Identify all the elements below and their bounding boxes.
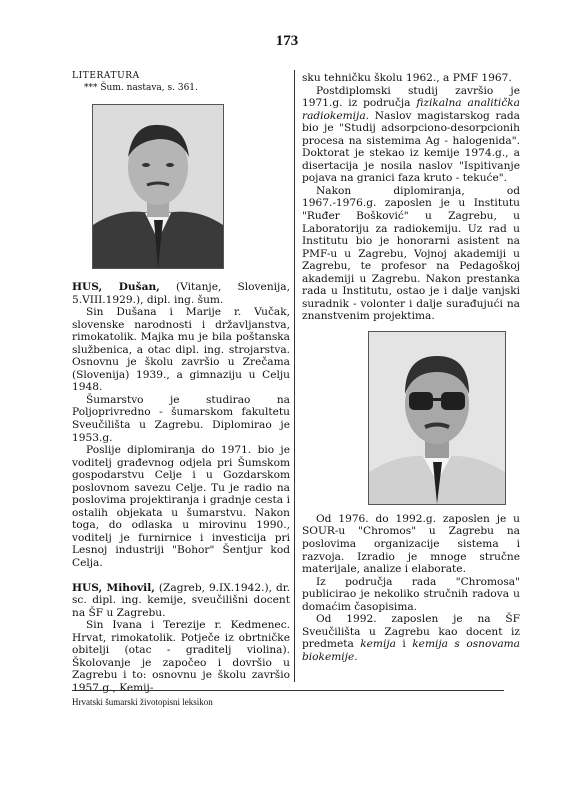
paragraph [302, 85, 520, 185]
text-run: . Naslov magistarskog rada bio je "Studij adsorpciono-desorpcionih procesa na sistemima Ag - halogenida". Doktorat je stekao iz kemije 1974.g., a disertacija je nosila naslov "Ispitivanje pojava na granici faza kruto - tekuće". [302, 109, 520, 185]
column-divider [294, 70, 295, 682]
text-run: i [395, 638, 413, 651]
paragraph: Poslije diplomiranja do 1971. bio je voditelj građevnog odjela pri Šumskom gospodarstvu Celje i u Gozdarskom poslovnom savezu Celje. Tu je radio na poslovima projektiranja i gradnje cesta i ostalih objekata u šumarstvu. Nakon toga, do odlaska u mirovinu 1990., voditelj je furnirnice i investicija pri Lesnoj industriji "Bohor" Šentjur kod Celja. [72, 444, 290, 570]
entry-name: HUS, Dušan, [72, 281, 160, 293]
paragraph: Šumarstvo je studirao na Poljoprivredno - šumarskom fakultetu Sveučilišta u Zagrebu. Diplomirao je 1953.g. [72, 393, 290, 444]
left-column [72, 70, 290, 695]
text-run-italic: kemija [360, 638, 396, 651]
footer-text: Hrvatski šumarski životopisni leksikon [72, 697, 213, 707]
paragraph: Sin Ivana i Terezije r. Kedmenec. Hrvat, rimokatolik. Potječe iz obrtničke obitelji (otac - graditelj violina). Školovanje je započeo i dovršio u Zagrebu i to: osnovnu je školu završio 1957.g., Kemij- [72, 619, 290, 694]
paragraph: Sin Dušana i Marije r. Vučak, slovenske narodnosti i državljanstva, rimokatolik. Majka mu je bila poštanska službenica, a otac dipl. ing. strojarstva. Osnovnu je školu završio u Zrečama (Slovenija) 1939., a gimnaziju u Celju 1948. [72, 306, 290, 394]
portrait-photo-hus-mihovil [368, 331, 506, 505]
paragraph: Iz područja rada "Chromosa" publicirao je nekoliko stručnih radova u domaćim časopisima. [302, 575, 520, 613]
text-run-italic: kemija s osnovama biokemije [302, 638, 520, 663]
entry-intro-text: (Vitanje, Slovenija, 5.VIII.1929.), dipl. ing. šum. [72, 281, 290, 306]
portrait-photo-hus-dusan [92, 104, 224, 269]
text-run: Od 1992. zaposlen je na ŠF Sveučilišta u Zagrebu kao docent iz predmeta [302, 613, 520, 651]
paragraph: Nakon diplomiranja, od 1967.-1976.g. zaposlen je u Institutu "Ruđer Bošković" u Zagrebu, u Laboratoriju za radiokemiju. Uz rad u Institutu bio je honorarni asistent na PMF-u u Zagrebu, Vojnoj akademiji u Zagrebu, te profesor na Pedagoškoj akademiji u Zagrebu. Nakon prestanka rada u Institutu, ostao je i dalje vanjski suradnik - volonter i dalje surađujući na znanstvenim projektima. [302, 184, 520, 323]
paragraph [302, 613, 520, 663]
text-run-italic: fizikalna analitička radiokemija [302, 97, 520, 122]
text-run: Postdiplomski studij završio je 1971.g. iz područja [302, 84, 520, 110]
entry-hus-dusan-intro [72, 281, 290, 306]
paragraph: Od 1976. do 1992.g. zaposlen je u SOUR-u "Chromos" u Zagrebu na poslovima organizacije sistema i razvoja. Izradio je mnoge stručne materijale, analize i elaborate. [302, 512, 520, 576]
literature-entry: *** Šum. nastava, s. 361. [84, 83, 198, 93]
paragraph: sku tehničku školu 1962., a PMF 1967. [302, 72, 512, 84]
literature-heading: LITERATURA [72, 71, 140, 81]
footer-divider [72, 690, 504, 691]
entry-intro-text: (Zagreb, 9.IX.1942.), dr. sc. dipl. ing. kemije, sveučilišni docent na ŠF u Zagrebu. [72, 581, 290, 619]
entry-name: HUS, Mihovil, [72, 581, 155, 594]
page-number: 173 [275, 33, 299, 49]
entry-hus-mihovil-intro [72, 582, 290, 620]
right-column [302, 72, 520, 664]
text-run: . [354, 650, 358, 663]
